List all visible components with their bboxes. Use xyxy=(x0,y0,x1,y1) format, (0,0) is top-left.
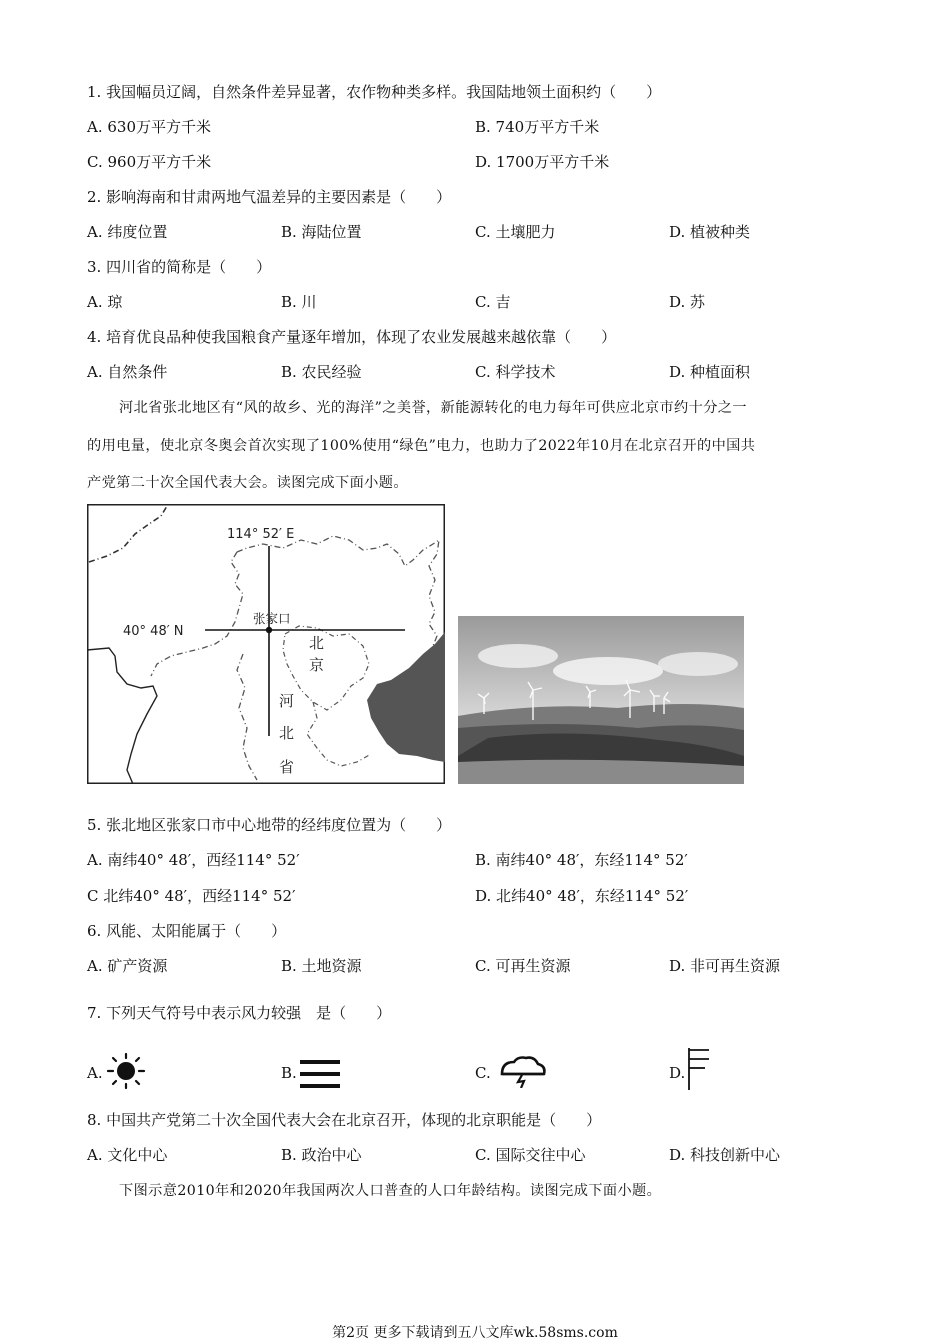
passage1-line1: 河北省张北地区有“风的故乡、光的海洋”之美誉，新能源转化的电力每年可供应北京市约十分之一 xyxy=(119,400,747,416)
q2-option-d[interactable]: D. 植被种类 xyxy=(669,223,751,241)
q4-option-b[interactable]: B. 农民经验 xyxy=(281,363,362,381)
q8-stem: 8. 中国共产党第二十次全国代表大会在北京召开，体现的北京职能是（ ） xyxy=(87,1111,602,1129)
q5-stem: 5. 张北地区张家口市中心地带的经纬度位置为（ ） xyxy=(87,816,452,834)
q5-option-c[interactable]: C 北纬40° 48′，西经114° 52′ xyxy=(87,887,296,905)
q7-option-b[interactable]: B. xyxy=(281,1064,297,1082)
q1-option-a[interactable]: A. 630万平方千米 xyxy=(87,118,211,136)
q8-option-b[interactable]: B. 政治中心 xyxy=(281,1146,362,1164)
q1-option-b[interactable]: B. 740万平方千米 xyxy=(475,118,600,136)
q5-option-b[interactable]: B. 南纬40° 48′，东经114° 52′ xyxy=(475,851,688,869)
q2-option-c[interactable]: C. 土壤肥力 xyxy=(475,223,556,241)
zhangbei-map xyxy=(87,504,445,784)
q3-option-a[interactable]: A. 琼 xyxy=(87,293,123,311)
q6-option-a[interactable]: A. 矿产资源 xyxy=(87,957,168,975)
q1-option-d[interactable]: D. 1700万平方千米 xyxy=(475,153,610,171)
q3-option-b[interactable]: B. 川 xyxy=(281,293,317,311)
q2-stem: 2. 影响海南和甘肃两地气温差异的主要因素是（ ） xyxy=(87,188,452,206)
passage1-line3: 产党第二十次全国代表大会。读图完成下面小题。 xyxy=(87,475,408,491)
beijing-label-1: 北 xyxy=(309,634,325,652)
passage2: 下图示意2010年和2020年我国两次人口普查的人口年龄结构。读图完成下面小题。 xyxy=(119,1183,662,1199)
q6-stem: 6. 风能、太阳能属于（ ） xyxy=(87,922,287,940)
q8-option-d[interactable]: D. 科技创新中心 xyxy=(669,1146,781,1164)
q5-option-a[interactable]: A. 南纬40° 48′，西经114° 52′ xyxy=(87,851,300,869)
latitude-label: 40° 48′ N xyxy=(123,624,184,639)
fog-icon xyxy=(298,1058,342,1090)
q1-stem: 1. 我国幅员辽阔，自然条件差异显著，农作物种类多样。我国陆地领土面积约（ ） xyxy=(87,83,662,101)
q5-option-d[interactable]: D. 北纬40° 48′，东经114° 52′ xyxy=(475,887,689,905)
q4-stem: 4. 培育优良品种使我国粮食产量逐年增加，体现了农业发展越来越依靠（ ） xyxy=(87,328,617,346)
longitude-label: 114° 52′ E xyxy=(227,527,295,542)
q1-option-c[interactable]: C. 960万平方千米 xyxy=(87,153,212,171)
thunderstorm-icon xyxy=(498,1054,548,1088)
q7-option-d[interactable]: D. xyxy=(669,1064,686,1082)
q7-stem: 7. 下列天气符号中表示风力较强 是（ ） xyxy=(87,1004,392,1022)
q4-option-a[interactable]: A. 自然条件 xyxy=(87,363,168,381)
hebei-label-3: 省 xyxy=(279,758,295,776)
q8-option-a[interactable]: A. 文化中心 xyxy=(87,1146,168,1164)
q2-option-b[interactable]: B. 海陆位置 xyxy=(281,223,362,241)
q6-option-b[interactable]: B. 土地资源 xyxy=(281,957,362,975)
page-footer: 第2页 更多下载请到五八文库wk.58sms.com xyxy=(332,1325,618,1341)
q6-option-d[interactable]: D. 非可再生资源 xyxy=(669,957,781,975)
passage1-line2: 的用电量，使北京冬奥会首次实现了100%使用“绿色”电力，也助力了2022年10月在北京召开的中国共 xyxy=(87,438,756,454)
q6-option-c[interactable]: C. 可再生资源 xyxy=(475,957,571,975)
q3-option-c[interactable]: C. 吉 xyxy=(475,293,511,311)
city-label: 张家口 xyxy=(253,611,291,626)
hebei-label-2: 北 xyxy=(279,724,295,742)
q3-stem: 3. 四川省的简称是（ ） xyxy=(87,258,272,276)
q8-option-c[interactable]: C. 国际交往中心 xyxy=(475,1146,586,1164)
q4-option-c[interactable]: C. 科学技术 xyxy=(475,363,556,381)
hebei-label-1: 河 xyxy=(279,692,295,710)
wind-flag-icon xyxy=(685,1046,713,1092)
q7-option-a[interactable]: A. xyxy=(87,1064,103,1082)
wind-farm-photo xyxy=(458,616,744,784)
q2-option-a[interactable]: A. 纬度位置 xyxy=(87,223,168,241)
zhangjiakou-dot xyxy=(266,627,272,633)
q7-option-c[interactable]: C. xyxy=(475,1064,491,1082)
beijing-label-2: 京 xyxy=(309,656,325,674)
q4-option-d[interactable]: D. 种植面积 xyxy=(669,363,751,381)
q3-option-d[interactable]: D. 苏 xyxy=(669,293,706,311)
sunny-icon xyxy=(104,1051,148,1091)
